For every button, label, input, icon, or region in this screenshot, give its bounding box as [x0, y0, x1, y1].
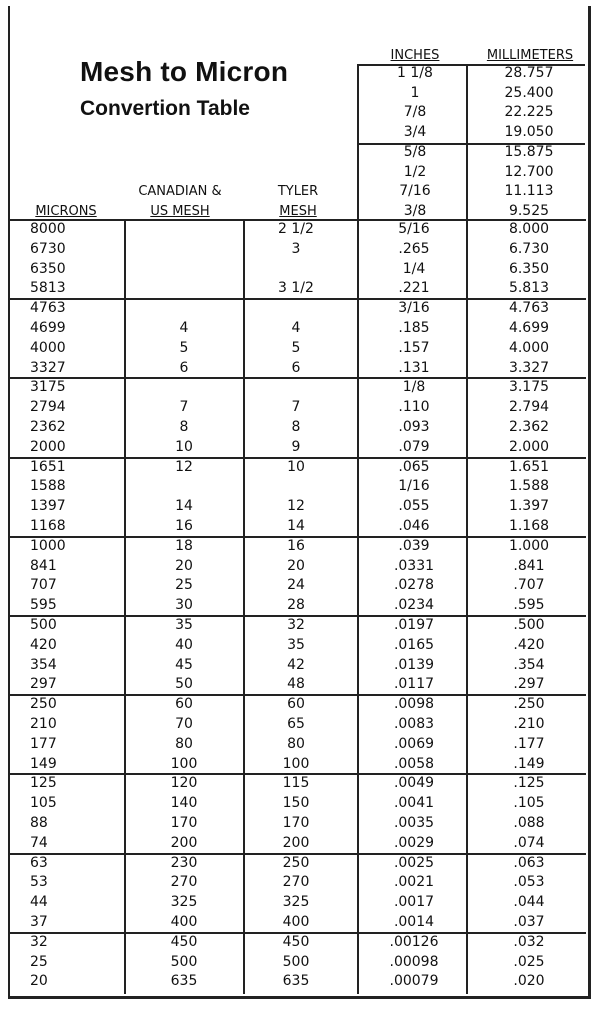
microns-cell: 3327 — [30, 359, 66, 376]
microns-cell: 6350 — [30, 260, 66, 277]
mm-cell: 3.327 — [508, 359, 550, 376]
inches-cell: 5/16 — [398, 221, 430, 237]
mm-cell: .420 — [513, 636, 545, 653]
inches-cell: .157 — [398, 339, 430, 356]
mm-cell: 2.000 — [508, 438, 550, 455]
mm-cell: .053 — [513, 874, 545, 891]
inches-cell: .185 — [398, 320, 430, 336]
us-mesh-cell: 60 — [175, 696, 193, 713]
us-mesh-cell: 18 — [175, 537, 193, 554]
microns-cell: 1397 — [30, 498, 66, 515]
mm-cell: .297 — [513, 676, 545, 693]
mm-cell: .177 — [513, 735, 545, 752]
top-inches-cell: 1 — [410, 84, 420, 101]
mm-cell: .841 — [513, 557, 545, 574]
inches-cell: .00126 — [389, 933, 439, 950]
inches-cell: .0331 — [393, 557, 435, 574]
us-mesh-cell: 80 — [175, 735, 193, 752]
inches-cell: .110 — [398, 399, 430, 416]
inches-cell: .0058 — [393, 755, 435, 772]
us-mesh-cell: 200 — [170, 834, 198, 851]
inches-cell: .00098 — [389, 953, 439, 970]
mm-cell: .074 — [513, 834, 545, 851]
microns-cell: 1651 — [30, 458, 66, 475]
us-mesh-cell — [134, 279, 234, 299]
tyler-mesh-cell: 28 — [287, 597, 305, 614]
tyler-mesh-cell: 80 — [287, 735, 305, 752]
header-millimeters: MILLIMETERS — [486, 48, 574, 63]
mm-cell: .044 — [513, 894, 545, 911]
tyler-mesh-cell: 270 — [282, 874, 310, 891]
header-us-mesh-line2: US MESH — [150, 204, 210, 219]
us-mesh-cell — [134, 477, 234, 497]
us-mesh-cell — [134, 260, 234, 280]
microns-cell: 20 — [30, 973, 48, 990]
mm-cell: .500 — [513, 617, 545, 633]
microns-cell: 4000 — [30, 339, 66, 356]
microns-cell: 841 — [30, 557, 57, 574]
page-subtitle: Convertion Table — [80, 97, 250, 120]
microns-cell: 500 — [30, 617, 57, 633]
inches-cell: .0098 — [393, 696, 435, 713]
inches-cell: .079 — [398, 438, 430, 455]
microns-cell: 3175 — [30, 379, 66, 396]
us-mesh-cell: 30 — [175, 597, 193, 614]
inches-cell: .0278 — [393, 577, 435, 594]
tyler-mesh-cell: 450 — [282, 933, 310, 950]
us-mesh-cell: 70 — [175, 716, 193, 732]
us-mesh-cell: 500 — [170, 953, 198, 970]
inches-cell: 1/4 — [402, 260, 426, 277]
mm-cell: .063 — [513, 854, 545, 871]
mm-cell: .149 — [513, 755, 545, 772]
mm-cell: 2.362 — [508, 419, 550, 435]
us-mesh-cell — [134, 299, 234, 319]
mm-cell: .020 — [513, 973, 545, 990]
inches-cell: .0025 — [393, 854, 435, 871]
us-mesh-cell: 8 — [179, 419, 189, 435]
microns-cell: 1000 — [30, 537, 66, 554]
tyler-mesh-cell: 6 — [291, 359, 301, 376]
inches-cell: 1/8 — [402, 379, 426, 396]
top-mm-cell: 9.525 — [508, 202, 550, 219]
top-inches-cell: 1 1/8 — [397, 65, 433, 81]
mm-cell: 1.588 — [508, 478, 550, 495]
tyler-mesh-cell: 60 — [287, 696, 305, 713]
microns-cell: 88 — [30, 815, 48, 831]
mm-cell: 2.794 — [508, 399, 550, 416]
tyler-mesh-cell: 9 — [291, 438, 301, 455]
microns-cell: 2000 — [30, 438, 66, 455]
microns-cell: 707 — [30, 577, 57, 594]
top-mm-cell: 12.700 — [504, 163, 554, 180]
inches-cell: .0049 — [393, 775, 435, 792]
us-mesh-cell: 12 — [175, 458, 193, 475]
us-mesh-cell: 325 — [170, 894, 198, 911]
inches-cell: .039 — [398, 537, 430, 554]
microns-cell: 105 — [30, 795, 57, 812]
header-tyler-line1: TYLER — [277, 184, 319, 199]
us-mesh-cell: 40 — [175, 636, 193, 653]
microns-cell: 125 — [30, 775, 57, 792]
mm-cell: 6.350 — [508, 260, 550, 277]
inches-cell: .0041 — [393, 795, 435, 812]
tyler-mesh-cell — [256, 378, 336, 398]
mm-cell: 5.813 — [508, 280, 550, 297]
tyler-mesh-cell: 42 — [287, 656, 305, 673]
tyler-mesh-cell: 200 — [282, 834, 310, 851]
microns-cell: 32 — [30, 933, 48, 950]
microns-cell: 420 — [30, 636, 57, 653]
tyler-mesh-cell: 170 — [282, 815, 310, 831]
us-mesh-cell — [134, 220, 234, 240]
us-mesh-cell: 14 — [175, 498, 193, 515]
top-mm-cell: 28.757 — [504, 65, 554, 81]
inches-cell: 1/16 — [398, 478, 430, 495]
tyler-mesh-cell — [256, 299, 336, 319]
inches-cell: .0021 — [393, 874, 435, 891]
mm-cell: .210 — [513, 716, 545, 732]
us-mesh-cell: 6 — [179, 359, 189, 376]
microns-cell: 37 — [30, 914, 48, 930]
mm-cell: .125 — [513, 775, 545, 792]
tyler-mesh-cell: 2 1/2 — [278, 221, 314, 237]
microns-cell: 1588 — [30, 478, 66, 495]
inches-cell: .00079 — [389, 973, 439, 990]
tyler-mesh-cell: 7 — [291, 399, 301, 416]
tyler-mesh-cell: 16 — [287, 537, 305, 554]
header-inches: INCHES — [390, 48, 440, 63]
tyler-mesh-cell: 635 — [282, 973, 310, 990]
tyler-mesh-cell: 3 1/2 — [278, 280, 314, 297]
header-tyler-line2: MESH — [279, 204, 317, 219]
inches-cell: .0117 — [393, 676, 435, 693]
tyler-mesh-cell: 20 — [287, 557, 305, 574]
tyler-mesh-cell: 115 — [282, 775, 310, 792]
us-mesh-cell: 140 — [170, 795, 198, 812]
top-inches-cell: 7/16 — [399, 183, 431, 200]
microns-cell: 354 — [30, 656, 57, 673]
mm-cell: 3.175 — [508, 379, 550, 396]
tyler-mesh-cell: 500 — [282, 953, 310, 970]
tyler-mesh-cell: 32 — [287, 617, 305, 633]
microns-cell: 177 — [30, 735, 57, 752]
tyler-mesh-cell: 12 — [287, 498, 305, 515]
mm-cell: .250 — [513, 696, 545, 713]
inches-cell: 3/16 — [398, 300, 430, 317]
microns-cell: 74 — [30, 834, 48, 851]
tyler-mesh-cell: 10 — [287, 458, 305, 475]
mm-cell: .707 — [513, 577, 545, 594]
us-mesh-cell: 16 — [175, 518, 193, 534]
us-mesh-cell — [134, 240, 234, 260]
us-mesh-cell: 270 — [170, 874, 198, 891]
mm-cell: .088 — [513, 815, 545, 831]
microns-cell: 4699 — [30, 320, 66, 336]
microns-cell: 53 — [30, 874, 48, 891]
page-title: Mesh to Micron — [80, 56, 289, 87]
mm-cell: 6.730 — [508, 240, 550, 257]
tyler-mesh-cell: 250 — [282, 854, 310, 871]
us-mesh-cell: 230 — [170, 854, 198, 871]
top-inches-cell: 7/8 — [403, 104, 427, 121]
us-mesh-cell — [134, 378, 234, 398]
tyler-mesh-cell — [256, 477, 336, 497]
inches-cell: .0017 — [393, 894, 435, 911]
us-mesh-cell: 50 — [175, 676, 193, 693]
mm-cell: .037 — [513, 914, 545, 930]
us-mesh-cell: 7 — [179, 399, 189, 416]
mm-cell: .595 — [513, 597, 545, 614]
us-mesh-cell: 10 — [175, 438, 193, 455]
microns-cell: 149 — [30, 755, 57, 772]
microns-us-divider — [124, 220, 126, 994]
inches-cell: .131 — [398, 359, 430, 376]
top-mm-cell: 22.225 — [504, 104, 554, 121]
inches-cell: .0035 — [393, 815, 435, 831]
tyler-mesh-cell: 65 — [287, 716, 305, 732]
top-mm-cell: 11.113 — [504, 183, 554, 200]
inches-cell: .221 — [398, 280, 430, 297]
mm-cell: 8.000 — [508, 221, 550, 237]
us-mesh-cell: 100 — [170, 755, 198, 772]
top-inches-cell: 3/4 — [403, 124, 427, 141]
us-mesh-cell: 4 — [179, 320, 189, 336]
microns-cell: 6730 — [30, 240, 66, 257]
top-inches-cell: 1/2 — [403, 163, 427, 180]
us-tyler-divider — [243, 220, 245, 994]
microns-cell: 297 — [30, 676, 57, 693]
inches-cell: .0029 — [393, 834, 435, 851]
mm-cell: 1.000 — [508, 537, 550, 554]
inches-cell: .0234 — [393, 597, 435, 614]
us-mesh-cell: 120 — [170, 775, 198, 792]
mm-cell: .025 — [513, 953, 545, 970]
microns-cell: 595 — [30, 597, 57, 614]
us-mesh-cell: 450 — [170, 933, 198, 950]
us-mesh-cell: 635 — [170, 973, 198, 990]
microns-cell: 25 — [30, 953, 48, 970]
inches-cell: .0165 — [393, 636, 435, 653]
header-us-mesh-line1: CANADIAN & — [138, 184, 222, 199]
microns-cell: 63 — [30, 854, 48, 871]
mm-cell: 1.397 — [508, 498, 550, 515]
tyler-mesh-cell: 5 — [291, 339, 301, 356]
tyler-mesh-cell: 14 — [287, 518, 305, 534]
microns-cell: 2362 — [30, 419, 66, 435]
mm-cell: .354 — [513, 656, 545, 673]
inches-cell: .093 — [398, 419, 430, 435]
inches-cell: .0014 — [393, 914, 435, 930]
tyler-mesh-cell: 35 — [287, 636, 305, 653]
tyler-mesh-cell: 48 — [287, 676, 305, 693]
mm-cell: 4.699 — [508, 320, 550, 336]
tyler-mesh-cell: 400 — [282, 914, 310, 930]
header-microns: MICRONS — [35, 204, 97, 219]
top-mm-cell: 15.875 — [504, 143, 554, 160]
top-mm-cell: 19.050 — [504, 124, 554, 141]
tyler-mesh-cell: 100 — [282, 755, 310, 772]
tyler-mesh-cell: 4 — [291, 320, 301, 336]
microns-cell: 5813 — [30, 280, 66, 297]
tyler-mesh-cell: 24 — [287, 577, 305, 594]
top-inches-cell: 3/8 — [403, 202, 427, 219]
us-mesh-cell: 400 — [170, 914, 198, 930]
tyler-mesh-cell — [256, 260, 336, 280]
mm-cell: 4.763 — [508, 300, 550, 317]
us-mesh-cell: 35 — [175, 617, 193, 633]
tyler-mesh-cell: 3 — [291, 240, 301, 257]
tyler-mesh-cell: 325 — [282, 894, 310, 911]
mm-cell: .032 — [513, 933, 545, 950]
inches-cell: .0197 — [393, 617, 435, 633]
inches-cell: .065 — [398, 458, 430, 475]
microns-cell: 8000 — [30, 221, 66, 237]
us-mesh-cell: 45 — [175, 656, 193, 673]
tyler-mesh-cell: 150 — [282, 795, 310, 812]
us-mesh-cell: 20 — [175, 557, 193, 574]
microns-cell: 44 — [30, 894, 48, 911]
inches-cell: .046 — [398, 518, 430, 534]
mm-cell: .105 — [513, 795, 545, 812]
microns-cell: 1168 — [30, 518, 66, 534]
us-mesh-cell: 5 — [179, 339, 189, 356]
inches-cell: .265 — [398, 240, 430, 257]
top-inches-cell: 5/8 — [403, 143, 427, 160]
microns-cell: 2794 — [30, 399, 66, 416]
tyler-mesh-cell: 8 — [291, 419, 301, 435]
microns-cell: 250 — [30, 696, 57, 713]
microns-cell: 210 — [30, 716, 57, 732]
mm-cell: 1.168 — [508, 518, 550, 534]
inches-cell: .0083 — [393, 716, 435, 732]
mm-cell: 4.000 — [508, 339, 550, 356]
inches-cell: .0069 — [393, 735, 435, 752]
top-mm-cell: 25.400 — [504, 84, 554, 101]
microns-cell: 4763 — [30, 300, 66, 317]
us-mesh-cell: 170 — [170, 815, 198, 831]
mm-cell: 1.651 — [508, 458, 550, 475]
us-mesh-cell: 25 — [175, 577, 193, 594]
inches-cell: .0139 — [393, 656, 435, 673]
inches-cell: .055 — [398, 498, 430, 515]
